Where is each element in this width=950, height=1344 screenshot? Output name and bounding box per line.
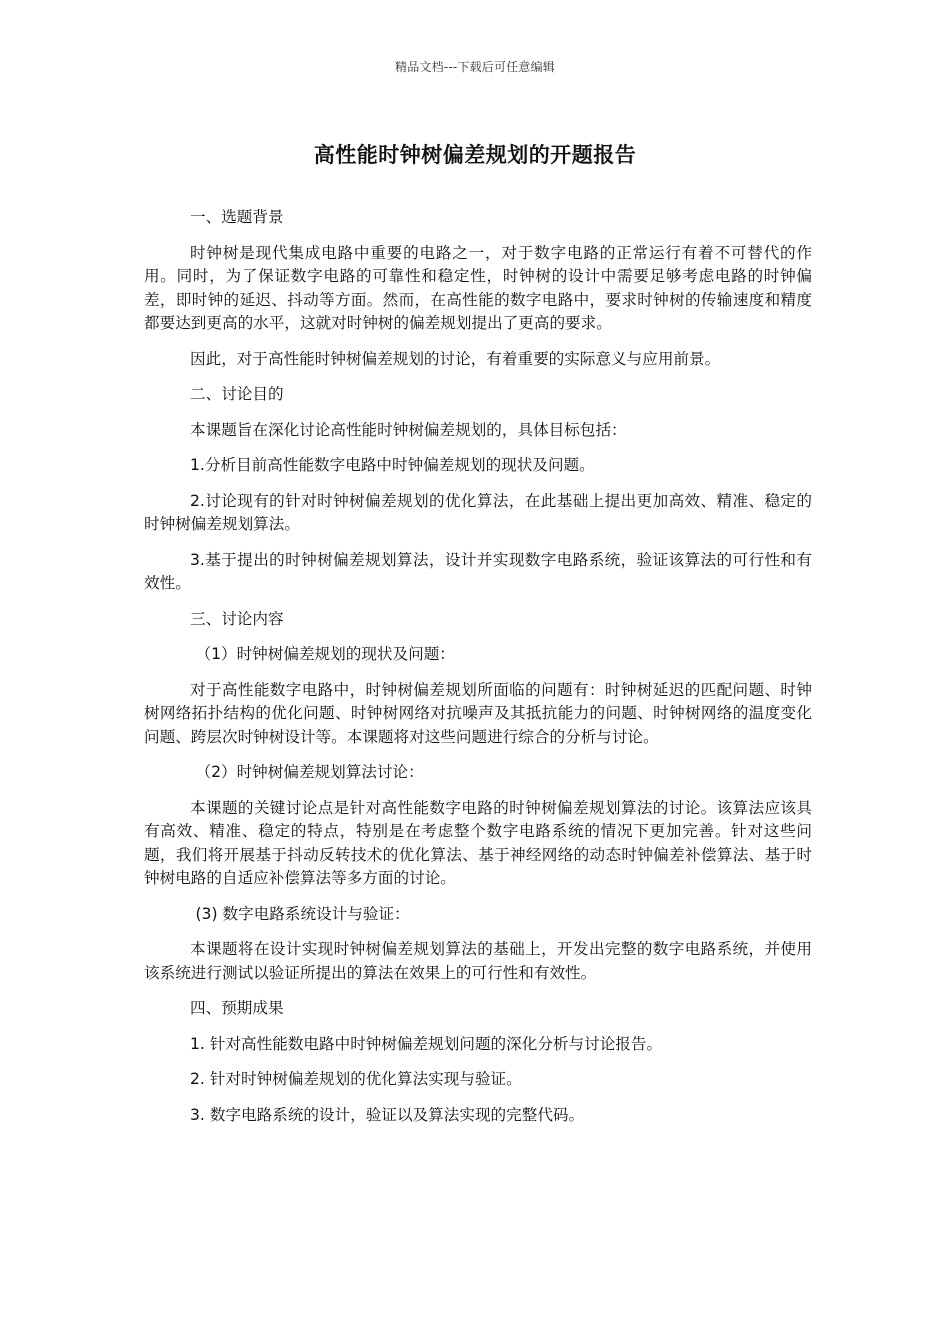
document-title: 高性能时钟树偏差规划的开题报告 (313, 143, 637, 167)
paragraph-purpose-intro: 本课题旨在深化讨论高性能时钟树偏差规划的，具体目标包括： (190, 420, 627, 439)
document-body (144, 206, 812, 1139)
paragraph-content-3: 本课题将在设计实现时钟树偏差规划算法的基础上，开发出完整的数字电路系统，并使用该系统进行测试以验证所提出的算法在效果上的可行性和有效性。 (144, 940, 812, 982)
list-item-purpose-2: 2.讨论现有的针对时钟树偏差规划的优化算法，在此基础上提出更加高效、精准、稳定的时钟树偏差规划算法。 (144, 491, 812, 533)
subheading-content-1: （1）时钟树偏差规划的现状及问题： (195, 645, 455, 663)
list-item-purpose-1: 1.分析目前高性能数字电路中时钟偏差规划的现状及问题。 (190, 456, 595, 474)
list-item-results-3: 3. 数字电路系统的设计，验证以及算法实现的完整代码。 (190, 1105, 585, 1124)
section-heading-background: 一、选题背景 (190, 208, 284, 226)
subheading-content-2: （2）时钟树偏差规划算法讨论： (195, 763, 424, 781)
paragraph-background-1: 时钟树是现代集成电路中重要的电路之一，对于数字电路的正常运行有着不可替代的作用。同时，为了保证数字电路的可靠性和稳定性，时钟树的设计中需要足够考虑电路的时钟偏差，即时钟的延迟、抖动等方面。然而，在高性能的数字电路中，要求时钟树的传输速度和精度都要达到更高的水平，这就对时钟树的偏差规划提出了更高的要求。 (144, 243, 812, 332)
paragraph-content-2: 本课题的关键讨论点是针对高性能数字电路的时钟树偏差规划算法的讨论。该算法应该具有高效、精准、稳定的特点，特别是在考虑整个数字电路系统的情况下更加完善。针对这些问题，我们将开展基于抖动反转技术的优化算法、基于神经网络的动态时钟偏差补偿算法、基于时钟树电路的自适应补偿算法等多方面的讨论。 (144, 798, 812, 887)
section-heading-results: 四、预期成果 (190, 999, 284, 1017)
list-item-results-2: 2. 针对时钟树偏差规划的优化算法实现与验证。 (190, 1070, 522, 1088)
paragraph-background-2: 因此，对于高性能时钟树偏差规划的讨论，有着重要的实际意义与应用前景。 (190, 349, 721, 368)
header-note: 精品文档---下载后可任意编辑 (395, 60, 555, 74)
section-heading-purpose: 二、讨论目的 (190, 385, 284, 403)
section-heading-content: 三、讨论内容 (190, 609, 284, 628)
list-item-results-1: 1. 针对高性能数电路中时钟树偏差规划问题的深化分析与讨论报告。 (190, 1034, 663, 1053)
list-item-purpose-3: 3.基于提出的时钟树偏差规划算法，设计并实现数字电路系统，验证该算法的可行性和有效性。 (144, 550, 812, 592)
subheading-content-3: (3) 数字电路系统设计与验证： (195, 904, 410, 923)
paragraph-content-1: 对于高性能数字电路中，时钟树偏差规划所面临的问题有：时钟树延迟的匹配问题、时钟树网络拓扑结构的优化问题、时钟树网络对抗噪声及其抵抗能力的问题、时钟树网络的温度变化问题、跨层次时钟树设计等。本课题将对这些问题进行综合的分析与讨论。 (144, 680, 812, 746)
